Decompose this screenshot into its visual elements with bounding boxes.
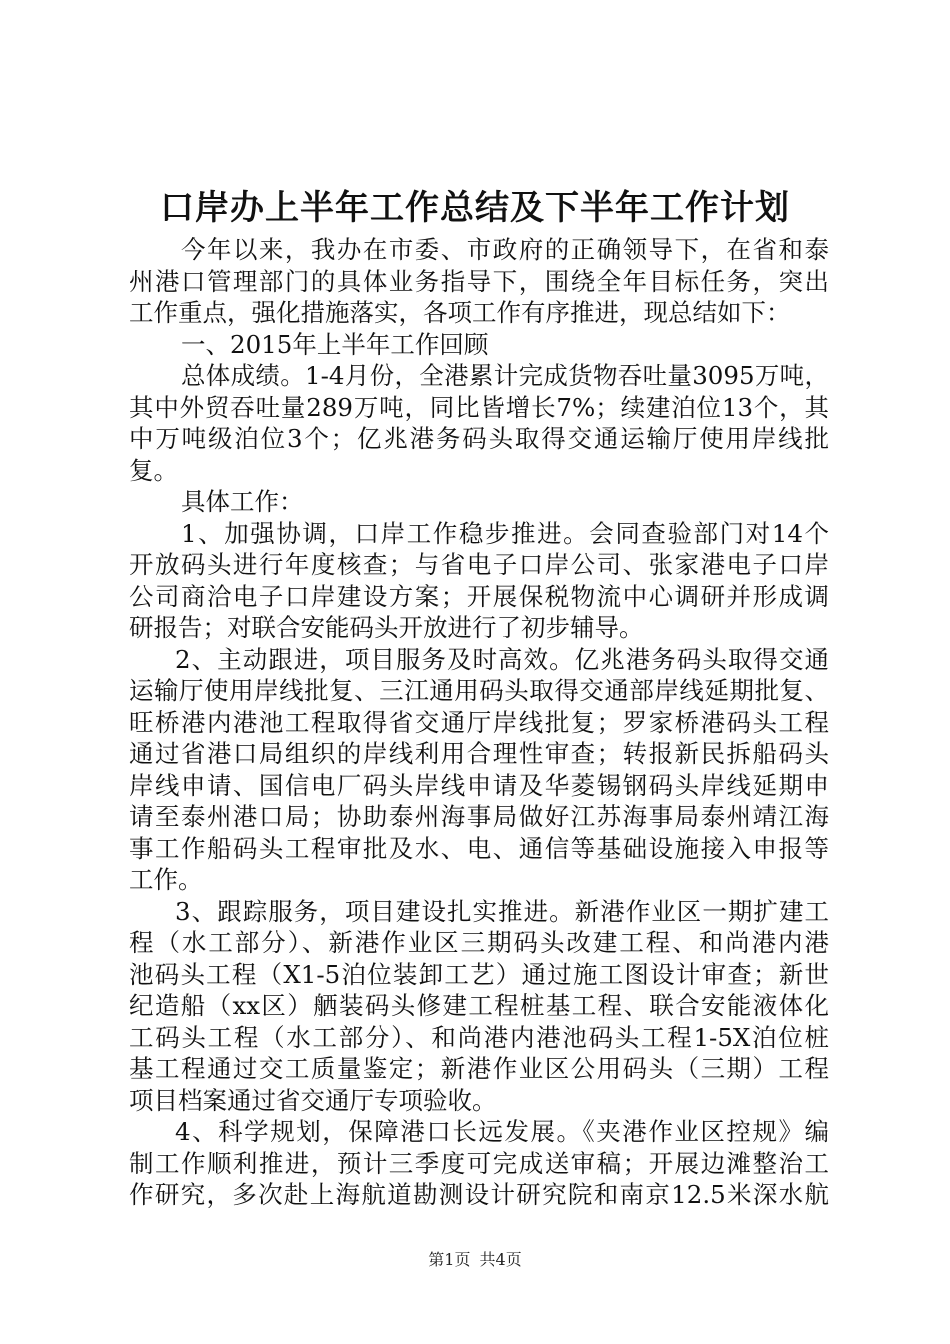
text-line: 工作重点，强化措施落实，各项工作有序推进，现总结如下： (129, 298, 791, 327)
page-number: 第1页 (428, 1250, 471, 1269)
text-line: 项目档案通过省交通厅专项验收。 (129, 1085, 497, 1115)
page-footer (0, 1250, 950, 1270)
text-line: 基工程通过交工质量鉴定；新港作业区公用码头（三期）工程 (129, 1054, 829, 1083)
page-total: 共4页 (479, 1250, 522, 1269)
text-line: 2、主动跟进，项目服务及时高效。亿兆港务码头取得交通 (175, 644, 829, 674)
text-line: 制工作顺利推进，预计三季度可完成送审稿；开展边滩整治工 (129, 1148, 829, 1178)
text-line: 通过省港口局组织的岸线利用合理性审查；转报新民拆船码头 (129, 739, 829, 768)
text-line: 公司商洽电子口岸建设方案；开展保税物流中心调研并形成调 (129, 581, 829, 611)
document-title: 口岸办上半年工作总结及下半年工作计划 (160, 188, 790, 228)
text-line: 请至泰州港口局；协助泰州海事局做好江苏海事局泰州靖江海 (129, 802, 829, 831)
text-line: 复。 (129, 455, 178, 485)
text-line: 其中外贸吞吐量289万吨，同比皆增长7%；续建泊位13个，其 (129, 392, 829, 422)
text-line: 运输厅使用岸线批复、三江通用码头取得交通部岸线延期批复、 (129, 676, 829, 705)
text-line: 岸线申请、国信电厂码头岸线申请及华菱锡钢码头岸线延期申 (129, 770, 829, 800)
text-line: 1、加强协调，口岸工作稳步推进。会同查验部门对14个 (181, 518, 829, 548)
text-line: 4、科学规划，保障港口长远发展。《夹港作业区控规》编 (175, 1117, 829, 1146)
text-line: 开放码头进行年度核查；与省电子口岸公司、张家港电子口岸 (129, 550, 829, 579)
text-line: 今年以来，我办在市委、市政府的正确领导下，在省和泰 (181, 235, 829, 264)
section-heading: 一、2015年上半年工作回顾 (181, 329, 489, 359)
text-line: 工作。 (129, 865, 203, 894)
text-line: 研报告；对联合安能码头开放进行了初步辅导。 (129, 613, 644, 642)
text-line: 池码头工程（X1-5泊位装卸工艺）通过施工图设计审查；新世 (129, 959, 829, 989)
text-line: 作研究，多次赴上海航道勘测设计研究院和南京12.5米深水航 (129, 1180, 829, 1209)
text-line: 具体工作： (181, 487, 304, 516)
text-line: 纪造船（xx区）舾装码头修建工程桩基工程、联合安能液体化 (129, 991, 829, 1020)
text-line: 中万吨级泊位3个；亿兆港务码头取得交通运输厅使用岸线批 (129, 424, 829, 453)
text-line: 程（水工部分）、新港作业区三期码头改建工程、和尚港内港 (129, 928, 829, 957)
text-line: 旺桥港内港池工程取得省交通厅岸线批复；罗家桥港码头工程 (129, 707, 829, 737)
text-line: 事工作船码头工程审批及水、电、通信等基础设施接入申报等 (129, 833, 829, 863)
text-line: 工码头工程（水工部分）、和尚港内港池码头工程1-5X泊位桩 (129, 1022, 829, 1052)
text-line: 3、跟踪服务，项目建设扎实推进。新港作业区一期扩建工 (175, 896, 829, 926)
document-body (129, 234, 829, 1211)
text-line: 州港口管理部门的具体业务指导下，围绕全年目标任务，突出 (129, 266, 829, 296)
text-line: 总体成绩。1-4月份，全港累计完成货物吞吐量3095万吨， (181, 361, 829, 390)
